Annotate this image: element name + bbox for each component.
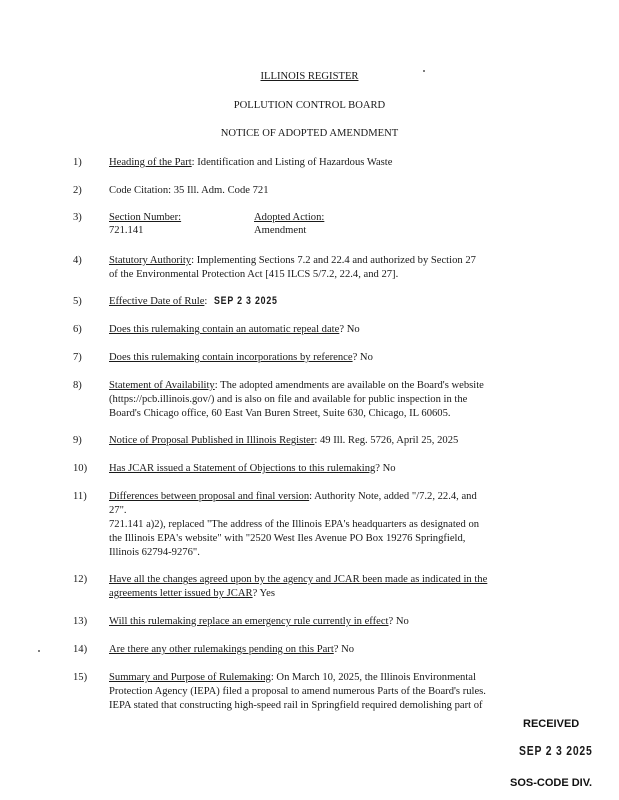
item-label: Has JCAR issued a Statement of Objections to this rulemaking	[109, 463, 376, 474]
item-label: Summary and Purpose of Rulemaking	[109, 672, 271, 683]
item-emergency-rule	[109, 615, 549, 629]
item-text-line: Illinois 62794-9276".	[109, 547, 200, 558]
item-availability	[109, 379, 549, 421]
effective-date-stamp: SEP 2 3 2025	[214, 295, 278, 307]
item-section-table	[109, 211, 549, 239]
received-stamp-date-text: SEP 2 3 2025	[519, 743, 593, 758]
item-number: 6)	[73, 324, 82, 335]
item-label: Heading of the Part	[109, 157, 192, 168]
scan-speck	[38, 650, 40, 652]
item-text-line: of the Environmental Protection Act [415 ILCS 5/7.2, 22.4, and 27].	[109, 269, 399, 280]
item-text-line: Protection Agency (IEPA) filed a proposal to amend numerous Parts of the Board's rules.	[109, 686, 486, 697]
item-text: ? No	[333, 644, 355, 655]
agency-title: POLLUTION CONTROL BOARD	[233, 100, 386, 111]
item-number: 5)	[73, 296, 82, 307]
item-label: Will this rulemaking replace an emergency rule currently in effect	[109, 616, 389, 627]
scan-speck	[423, 70, 425, 72]
item-number: 4)	[73, 255, 82, 266]
received-stamp-date	[519, 744, 611, 760]
item-number: 10)	[73, 463, 88, 474]
item-number: 14)	[73, 644, 88, 655]
item-text-line: 27".	[109, 505, 127, 516]
register-title	[0, 70, 619, 84]
item-number: 12)	[73, 574, 88, 585]
item-number: 8)	[73, 380, 82, 391]
received-stamp-label: RECEIVED	[523, 718, 580, 730]
item-other-rulemakings	[109, 643, 549, 657]
register-title-text: ILLINOIS REGISTER	[260, 71, 359, 82]
item-number: 9)	[73, 435, 82, 446]
item-text: ? Yes	[252, 588, 275, 599]
item-jcar-changes	[109, 573, 549, 601]
item-number: 11)	[73, 491, 87, 502]
item-number: 13)	[73, 616, 88, 627]
adopted-action-value: Amendment	[254, 225, 307, 236]
item-text: ? No	[352, 352, 373, 363]
item-effective-date	[109, 294, 549, 309]
item-text-line: IEPA stated that constructing high-speed rail in Springfield required demolishing part of	[109, 700, 483, 711]
item-text: ? No	[339, 324, 360, 335]
item-label: Does this rulemaking contain incorporations by reference	[109, 352, 353, 363]
item-text: : The adopted amendments are available on the Board's website	[214, 380, 484, 391]
item-statutory-authority	[109, 254, 549, 282]
item-label: Notice of Proposal Published in Illinois Register	[109, 435, 315, 446]
item-label-continued: agreements letter issued by JCAR	[109, 588, 253, 599]
item-label: Differences between proposal and final version	[109, 491, 310, 502]
item-text: : Implementing Sections 7.2 and 22.4 and authorized by Section 27	[191, 255, 476, 266]
item-text: : 49 Ill. Reg. 5726, April 25, 2025	[314, 435, 459, 446]
item-heading-of-part	[109, 156, 549, 170]
adopted-action-heading: Adopted Action:	[254, 212, 325, 223]
item-differences	[109, 490, 549, 560]
item-label: Effective Date of Rule	[109, 296, 205, 307]
item-text-line: the Illinois EPA's website" with "2520 West Iles Avenue PO Box 19276 Springfield,	[109, 533, 466, 544]
item-repeal-date	[109, 323, 549, 337]
section-number-heading: Section Number:	[109, 212, 182, 223]
item-summary-purpose	[109, 671, 549, 713]
item-code-citation	[109, 184, 549, 198]
item-label: Does this rulemaking contain an automatic repeal date	[109, 324, 340, 335]
item-number: 1)	[73, 157, 82, 168]
item-number: 2)	[73, 185, 82, 196]
item-text: ? No	[388, 616, 409, 627]
item-number: 3)	[73, 212, 82, 223]
item-number: 15)	[73, 672, 88, 683]
item-label: Have all the changes agreed upon by the agency and JCAR been made as indicated in the	[109, 574, 488, 585]
notice-title: NOTICE OF ADOPTED AMENDMENT	[220, 128, 399, 139]
item-text-line: 721.141 a)2), replaced "The address of the Illinois EPA's headquarters as designated on	[109, 519, 480, 530]
item-label: Are there any other rulemakings pending on this Part	[109, 644, 334, 655]
item-text: ? No	[375, 463, 396, 474]
item-text-line: (https://pcb.illinois.gov/) and is also on file and available for public inspection in the	[109, 394, 468, 405]
section-number-value: 721.141	[109, 225, 144, 236]
item-label: Statutory Authority	[109, 255, 192, 266]
item-text: : Identification and Listing of Hazardous Waste	[191, 157, 393, 168]
item-text: : Authority Note, added "/7.2, 22.4, and	[309, 491, 477, 502]
item-text-line: Board's Chicago office, 60 East Van Buren Street, Suite 630, Chicago, IL 60605.	[109, 408, 451, 419]
item-number: 7)	[73, 352, 82, 363]
item-incorporations	[109, 351, 549, 365]
received-stamp-division: SOS-CODE DIV.	[510, 777, 593, 789]
item-jcar-objections	[109, 462, 549, 476]
item-text: Code Citation: 35 Ill. Adm. Code 721	[109, 185, 269, 196]
item-text: : On March 10, 2025, the Illinois Environmental	[270, 672, 476, 683]
item-notice-of-proposal	[109, 434, 549, 448]
item-text: :	[204, 296, 208, 307]
item-label: Statement of Availability	[109, 380, 215, 391]
